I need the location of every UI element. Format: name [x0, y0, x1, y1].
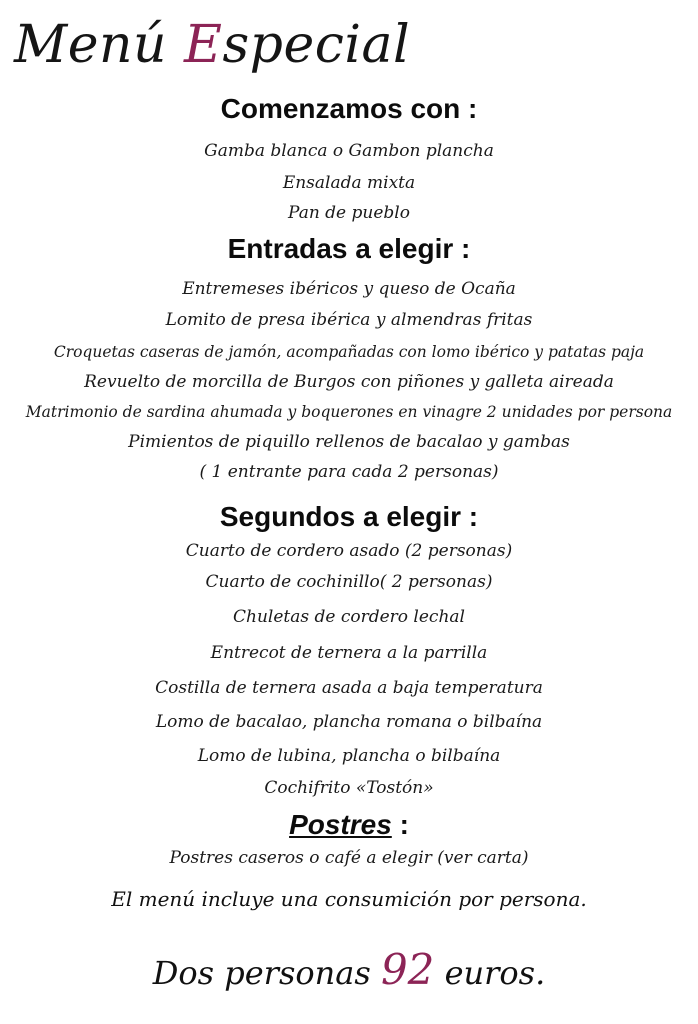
- menu-title-accent-letter: E: [184, 15, 223, 75]
- menu-item: Ensalada mixta: [282, 173, 416, 193]
- menu-item: Matrimonio de sardina ahumada y boquerones en vinagre 2 unidades por persona: [25, 403, 673, 421]
- menu-item: Pan de pueblo: [288, 203, 410, 223]
- menu-item: Croquetas caseras de jamón, acompañadas con lomo ibérico y patatas paja: [53, 343, 645, 361]
- menu-item: Cuarto de cochinillo( 2 personas): [205, 572, 493, 592]
- postres-heading-suffix: :: [391, 809, 409, 840]
- menu-item: Cuarto de cordero asado (2 personas): [185, 541, 513, 561]
- menu-item: Postres caseros o café a elegir (ver carta): [169, 848, 529, 868]
- price-before: Dos personas: [152, 954, 381, 992]
- menu-item: Cochifrito «Tostón»: [264, 778, 434, 798]
- menu-item: Entrecot de ternera a la parrilla: [210, 643, 488, 663]
- menu-item: Lomito de presa ibérica y almendras fritas: [165, 310, 533, 330]
- price-line: [0, 945, 698, 995]
- menu-title: [14, 14, 410, 76]
- menu-item-note: ( 1 entrante para cada 2 personas): [199, 462, 499, 482]
- section-heading-postres: [0, 808, 698, 842]
- menu-item: Revuelto de morcilla de Burgos con piñones y galleta aireada: [84, 372, 614, 392]
- section-heading-entradas: Entradas a elegir :: [227, 233, 471, 264]
- menu-title-part1: Menú: [14, 15, 185, 75]
- price-amount: 92: [380, 945, 435, 994]
- menu-item: Lomo de bacalao, plancha romana o bilbaína: [155, 712, 543, 732]
- price-after: euros.: [434, 954, 546, 992]
- menu-item: Gamba blanca o Gambon plancha: [204, 141, 494, 161]
- menu-title-part2: special: [222, 15, 411, 75]
- menu-item: Lomo de lubina, plancha o bilbaína: [197, 746, 501, 766]
- section-heading-starters: Comenzamos con :: [220, 93, 478, 124]
- section-heading-segundos: Segundos a elegir :: [219, 501, 479, 532]
- menu-item: Chuletas de cordero lechal: [233, 607, 465, 627]
- includes-note: El menú incluye una consumición por persona.: [111, 887, 587, 911]
- postres-heading-label: Postres: [289, 809, 392, 840]
- menu-item: Entremeses ibéricos y queso de Ocaña: [182, 279, 516, 299]
- menu-item: Costilla de ternera asada a baja temperatura: [155, 678, 543, 698]
- menu-item: Pimientos de piquillo rellenos de bacalao y gambas: [128, 432, 570, 452]
